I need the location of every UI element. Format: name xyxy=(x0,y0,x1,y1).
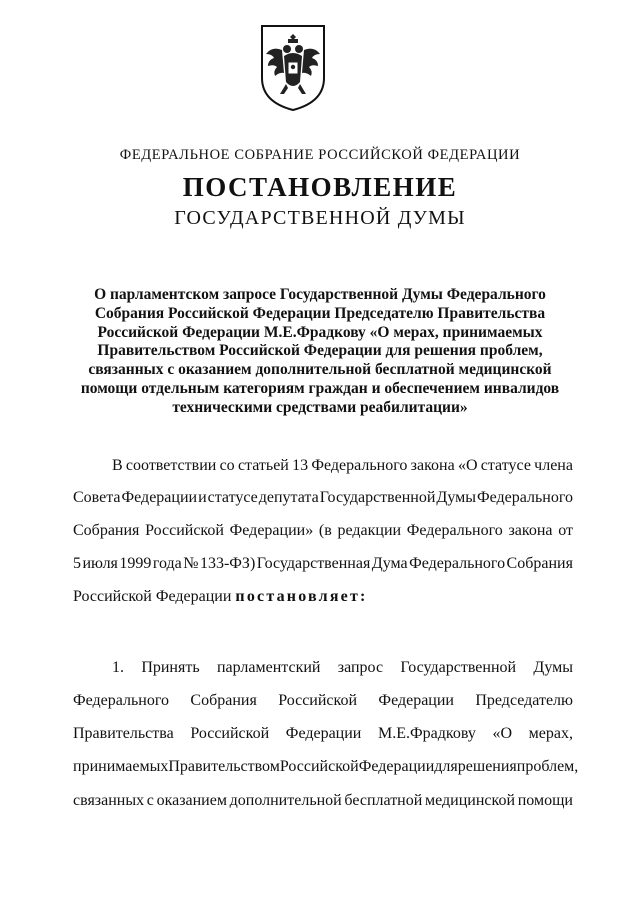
heading-line: техническими средствами реабилитации» xyxy=(172,398,468,416)
word: Российской xyxy=(145,522,224,539)
word: июля xyxy=(82,555,118,572)
word: Думы xyxy=(533,659,573,676)
word: «О xyxy=(457,457,478,474)
body-line xyxy=(73,457,573,475)
word: Федерации» xyxy=(229,522,314,539)
word: мерах, xyxy=(528,725,573,742)
word: Российской xyxy=(190,725,270,742)
word: Федерального xyxy=(476,489,573,506)
heading-line: Российской Федерации М.Е.Фрадкову «О мерах, принимаемых xyxy=(97,323,543,341)
word: связанных xyxy=(73,792,145,809)
word: Государственной xyxy=(319,489,436,506)
body-line xyxy=(73,725,573,743)
word: Собрания xyxy=(73,522,140,539)
resolution-heading xyxy=(60,286,580,418)
word: медицинской xyxy=(424,792,516,809)
word: Федерального xyxy=(406,522,503,539)
state-emblem-icon xyxy=(258,20,328,112)
word: Дума xyxy=(371,555,408,572)
word: «О xyxy=(492,725,513,742)
heading-line: Собрания Российской Федерации Председателю Правительства xyxy=(94,304,546,322)
word: Правительством xyxy=(168,758,280,775)
word: Федерации xyxy=(121,489,198,506)
word: статусе xyxy=(480,457,531,474)
assembly-name: ФЕДЕРАЛЬНОЕ СОБРАНИЕ РОССИЙСКОЙ ФЕДЕРАЦИИ xyxy=(119,147,521,163)
word: проблем, xyxy=(516,758,579,775)
word: помощи xyxy=(517,792,573,809)
issuer-subtitle: ГОСУДАРСТВЕННОЙ ДУМЫ xyxy=(174,207,466,229)
word: 1. xyxy=(112,659,124,676)
word: Федерального xyxy=(311,457,408,474)
body-text: Российской Федерации xyxy=(73,588,236,605)
body-line xyxy=(73,659,573,677)
heading-line: связанных с оказанием дополнительной бесплатной медицинской xyxy=(88,361,552,379)
word: редакции xyxy=(337,522,402,539)
word: Федерации xyxy=(285,725,362,742)
heading-line: Правительством Российской Федерации для решения проблем, xyxy=(97,342,543,360)
word: Федерального xyxy=(409,555,506,572)
word: статусе xyxy=(207,489,258,506)
resolves-keyword: постановляет: xyxy=(235,588,368,605)
word: Российской xyxy=(279,758,359,775)
body-line xyxy=(73,588,573,606)
body-line xyxy=(73,792,573,810)
word: принимаемых xyxy=(73,758,169,775)
word: со xyxy=(219,457,235,474)
word: Государственной xyxy=(400,659,517,676)
word: 13 xyxy=(292,457,309,474)
body-line xyxy=(73,555,573,573)
word: решения xyxy=(457,758,517,775)
word: Председателю xyxy=(475,692,573,709)
word: Думы xyxy=(436,489,476,506)
body-line xyxy=(73,758,579,776)
word: Федерации xyxy=(378,692,454,709)
word: запрос xyxy=(337,659,384,676)
word: для xyxy=(434,758,458,775)
body-line xyxy=(73,692,573,710)
word: М.Е.Фрадкову xyxy=(377,725,476,742)
word: (в xyxy=(318,522,332,539)
document-type-title: ПОСТАНОВЛЕНИЕ xyxy=(182,172,458,202)
word: бесплатной xyxy=(344,792,423,809)
word: Совета xyxy=(73,489,121,506)
word: соответствии xyxy=(125,457,217,474)
word: от xyxy=(558,522,573,539)
word: закона xyxy=(508,522,553,539)
word: 5 xyxy=(73,555,81,572)
word: оказанием xyxy=(156,792,227,809)
heading-line: помощи отдельным категориям граждан и обеспечением инвалидов xyxy=(80,379,560,397)
body-line xyxy=(73,489,573,507)
word: с xyxy=(146,792,154,809)
word: депутата xyxy=(258,489,319,506)
heading-line: О парламентском запросе Государственной Думы Федерального xyxy=(94,286,546,303)
word: Федерации xyxy=(358,758,435,775)
word: Российской xyxy=(278,692,358,709)
word: Государственная xyxy=(256,555,371,572)
word: Правительства xyxy=(73,725,174,742)
word: В xyxy=(112,457,123,474)
word: Федерального xyxy=(73,692,170,709)
word: года xyxy=(152,555,182,572)
word: дополнительной xyxy=(229,792,342,809)
word: № xyxy=(183,555,199,572)
word: Собрания xyxy=(506,555,573,572)
body-line xyxy=(73,522,573,540)
word: 133-ФЗ) xyxy=(199,555,256,572)
word: и xyxy=(198,489,207,506)
word: Принять xyxy=(141,659,200,676)
word: статьей xyxy=(237,457,289,474)
word: члена xyxy=(534,457,573,474)
word: закона xyxy=(410,457,455,474)
word: парламентский xyxy=(216,659,321,676)
word: Собрания xyxy=(190,692,257,709)
word: 1999 xyxy=(119,555,152,572)
